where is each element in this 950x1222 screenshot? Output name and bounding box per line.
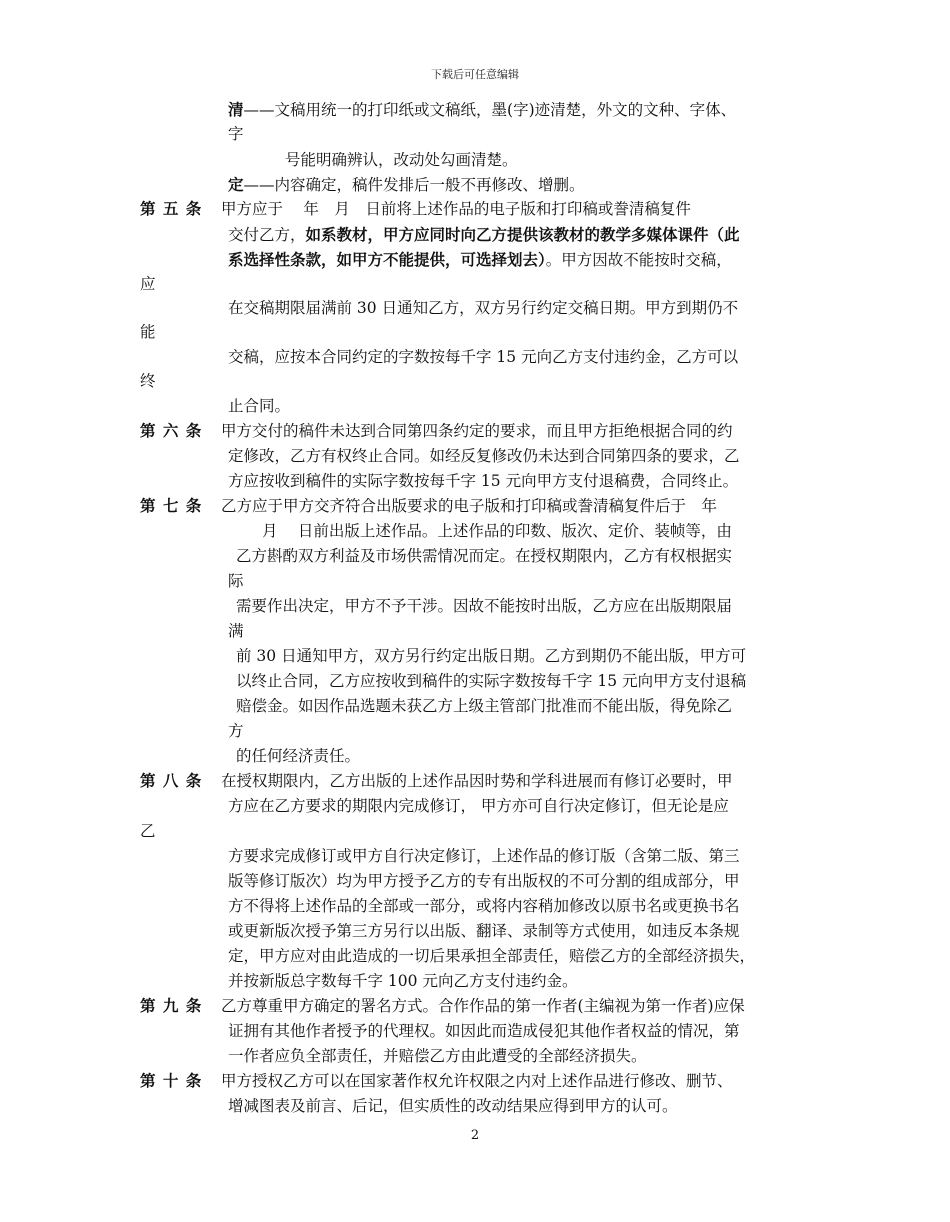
page-number: 2 (470, 1128, 480, 1143)
text-line: 或更新版次授予第三方另行以出版、翻译、录制等方式使用，如违反本条规 (228, 922, 740, 940)
definition-clear: 清——文稿用统一的打印纸或文稿纸，墨(字)迹清楚，外文的文种、字体、 (228, 100, 737, 119)
text-line: 以终止合同，乙方应按收到稿件的实际字数按每千字 15 元向甲方支付退稿 (236, 672, 747, 690)
text-line: 在交稿期限届满前 30 日通知乙方，双方另行约定交稿日期。甲方到期仍不 (228, 299, 739, 317)
article-8-label: 第 八 条 (140, 771, 203, 790)
article-5-label: 第 五 条 (140, 199, 203, 218)
bold-clause: 如系教材，甲方应同时向乙方提供该教材的教学多媒体课件（此 (305, 225, 740, 244)
term-clear: 清 (228, 100, 244, 119)
text-line: 月 日前出版上述作品。上述作品的印数、版次、定价、装帧等，由 (262, 522, 732, 540)
text-line: 赔偿金。如因作品选题未获乙方上级主管部门批准而不能出版，得免除乙 (236, 697, 733, 715)
article-6-label: 第 六 条 (140, 421, 203, 440)
text-line: 号能明确辨认，改动处勾画清楚。 (285, 151, 518, 169)
text-line: 交付乙方，如系教材，甲方应同时向乙方提供该教材的教学多媒体课件（此 (228, 225, 740, 244)
text-line: 止合同。 (228, 397, 291, 415)
text-line: 系选择性条款，如甲方不能提供，可选择划去）。甲方因故不能按时交稿， (228, 250, 732, 269)
bold-clause: 系选择性条款，如甲方不能提供，可选择划去） (228, 250, 546, 269)
text-line: 甲方授权乙方可以在国家著作权允许权限之内对上述作品进行修改、删节、 (221, 1072, 733, 1090)
article-10-label: 第 十 条 (140, 1071, 203, 1090)
text-line: 际 (228, 572, 244, 590)
text-line: 能 (140, 323, 156, 341)
article-9-label: 第 九 条 (140, 996, 203, 1015)
definition-fixed: 定——内容确定，稿件发排后一般不再修改、增删。 (228, 175, 585, 194)
text-line: 乙方斟酌双方利益及市场供需情况而定。在授权期限内，乙方有权根据实 (236, 547, 733, 565)
text-line: 应 (140, 275, 156, 293)
text-line: 方不得将上述作品的全部或一部分，或将内容稍加修改以原书名或更换书名 (228, 897, 740, 915)
text-line: 方应按收到稿件的实际字数按每千字 15 元向甲方支付退稿费，合同终止。 (228, 472, 739, 490)
text-line: 方应在乙方要求的期限内完成修订， 甲方亦可自行决定修订，但无论是应 (228, 797, 729, 815)
text-line: 乙 (140, 822, 156, 840)
text-line: 版等修订版次）均为甲方授予乙方的专有出版权的不可分割的组成部分，甲 (228, 872, 740, 890)
text-line: 前 30 日通知甲方，双方另行约定出版日期。乙方到期仍不能出版，甲方可 (236, 647, 747, 665)
text-line: 满 (228, 622, 244, 640)
text-line: 乙方应于甲方交齐符合出版要求的电子版和打印稿或誊清稿复件后于 年 (221, 497, 718, 515)
text-line: 乙方尊重甲方确定的署名方式。合作作品的第一作者(主编视为第一作者)应保 (221, 997, 745, 1015)
text-line: 增减图表及前言、后记，但实质性的改动结果应得到甲方的认可。 (228, 1097, 678, 1115)
text-line: 方要求完成修订或甲方自行决定修订，上述作品的修订版（含第二版、第三 (228, 847, 740, 865)
term-fixed: 定 (228, 175, 244, 194)
text-line: 定，甲方应对由此造成的一切后果承担全部责任，赔偿乙方的全部经济损失， (228, 947, 756, 965)
text-line: 定修改，乙方有权终止合同。如经反复修改仍未达到合同第四条的要求，乙 (228, 447, 740, 465)
text-line: 的任何经济责任。 (236, 747, 361, 765)
text-line: 交稿，应按本合同约定的字数按每千字 15 元向乙方支付违约金，乙方可以 (228, 348, 739, 366)
text-line: 甲方交付的稿件未达到合同第四条约定的要求，而且甲方拒绝根据合同的约 (221, 422, 733, 440)
article-7-label: 第 七 条 (140, 496, 203, 515)
text-line: 证拥有其他作者授予的代理权。如因此而造成侵犯其他作者权益的情况，第 (228, 1022, 740, 1040)
text-line: 甲方应于 年 月 日前将上述作品的电子版和打印稿或誊清稿复件 (221, 200, 691, 218)
page-header: 下载后可任意编辑 (431, 68, 519, 81)
text-line: 方 (228, 722, 244, 740)
text-line: 需要作出决定，甲方不予干涉。因故不能按时出版，乙方应在出版期限届 (236, 597, 733, 615)
text-line: 在授权期限内，乙方出版的上述作品因时势和学科进展而有修订必要时，甲 (221, 772, 733, 790)
text-line: 一作者应负全部责任，并赔偿乙方由此遭受的全部经济损失。 (228, 1047, 647, 1065)
text-line: 并按新版总字数每千字 100 元向乙方支付违约金。 (228, 972, 578, 990)
text-line: 终 (140, 372, 156, 390)
text-line: 字 (228, 125, 244, 143)
